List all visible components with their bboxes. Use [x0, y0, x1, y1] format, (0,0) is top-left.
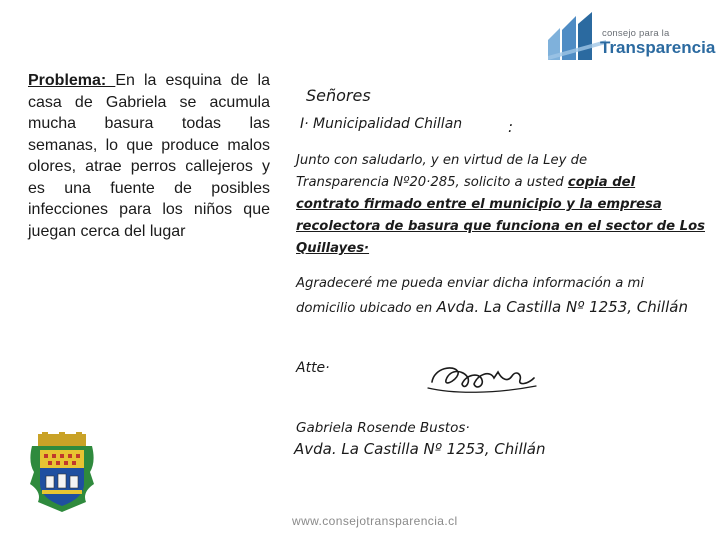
- letter-recipient: I· Municipalidad Chillan: [300, 116, 463, 132]
- letter-request-line: [296, 298, 688, 316]
- letter-recipient-colon: :: [508, 118, 514, 136]
- letter-request-line: Agradeceré me pueda enviar dicha información a mi: [296, 276, 645, 291]
- letter-request-highlight: contrato firmado entre el municipio y la empresa: [296, 197, 662, 212]
- problem-text: En la esquina de la casa de Gabriela se acumula mucha basura todas las semanas, lo que produce malos olores, atrae perros callejeros y es una fuente de posibles infecciones para los niños que juegan cerca del lugar: [28, 72, 270, 240]
- municipal-coat-of-arms-icon: [28, 432, 96, 514]
- letter-signer-address: Avda. La Castilla Nº 1253, Chillán: [294, 440, 546, 458]
- handwritten-letter: [292, 68, 705, 508]
- logo-mark-icon: [546, 10, 606, 62]
- problem-statement: [28, 70, 270, 242]
- letter-body-text: Transparencia Nº20·285, solicito a usted: [296, 175, 568, 190]
- handwritten-signature-icon: [424, 358, 544, 398]
- letter-signer-name: Gabriela Rosende Bustos·: [296, 420, 470, 436]
- letter-request-highlight: copia del: [567, 175, 636, 190]
- letter-closing: Atte·: [296, 360, 330, 376]
- letter-greeting: Señores: [306, 86, 371, 105]
- footer-url: www.consejotransparencia.cl: [292, 514, 458, 528]
- letter-body-line: [296, 175, 635, 190]
- letter-address: Avda. La Castilla Nº 1253, Chillán: [436, 298, 688, 316]
- logo-title: Transparencia: [600, 38, 716, 57]
- letter-body-line: Junto con saludarlo, y en virtud de la Ley de: [296, 153, 588, 168]
- problem-label: Problema:: [28, 72, 116, 89]
- letter-request-text: domicilio ubicado en: [296, 301, 437, 316]
- consejo-transparencia-logo: [546, 10, 716, 66]
- logo-small-text: consejo para la: [602, 28, 670, 39]
- letter-request-highlight: Quillayes·: [296, 241, 370, 256]
- letter-request-highlight: recolectora de basura que funciona en el sector de Los: [296, 219, 705, 234]
